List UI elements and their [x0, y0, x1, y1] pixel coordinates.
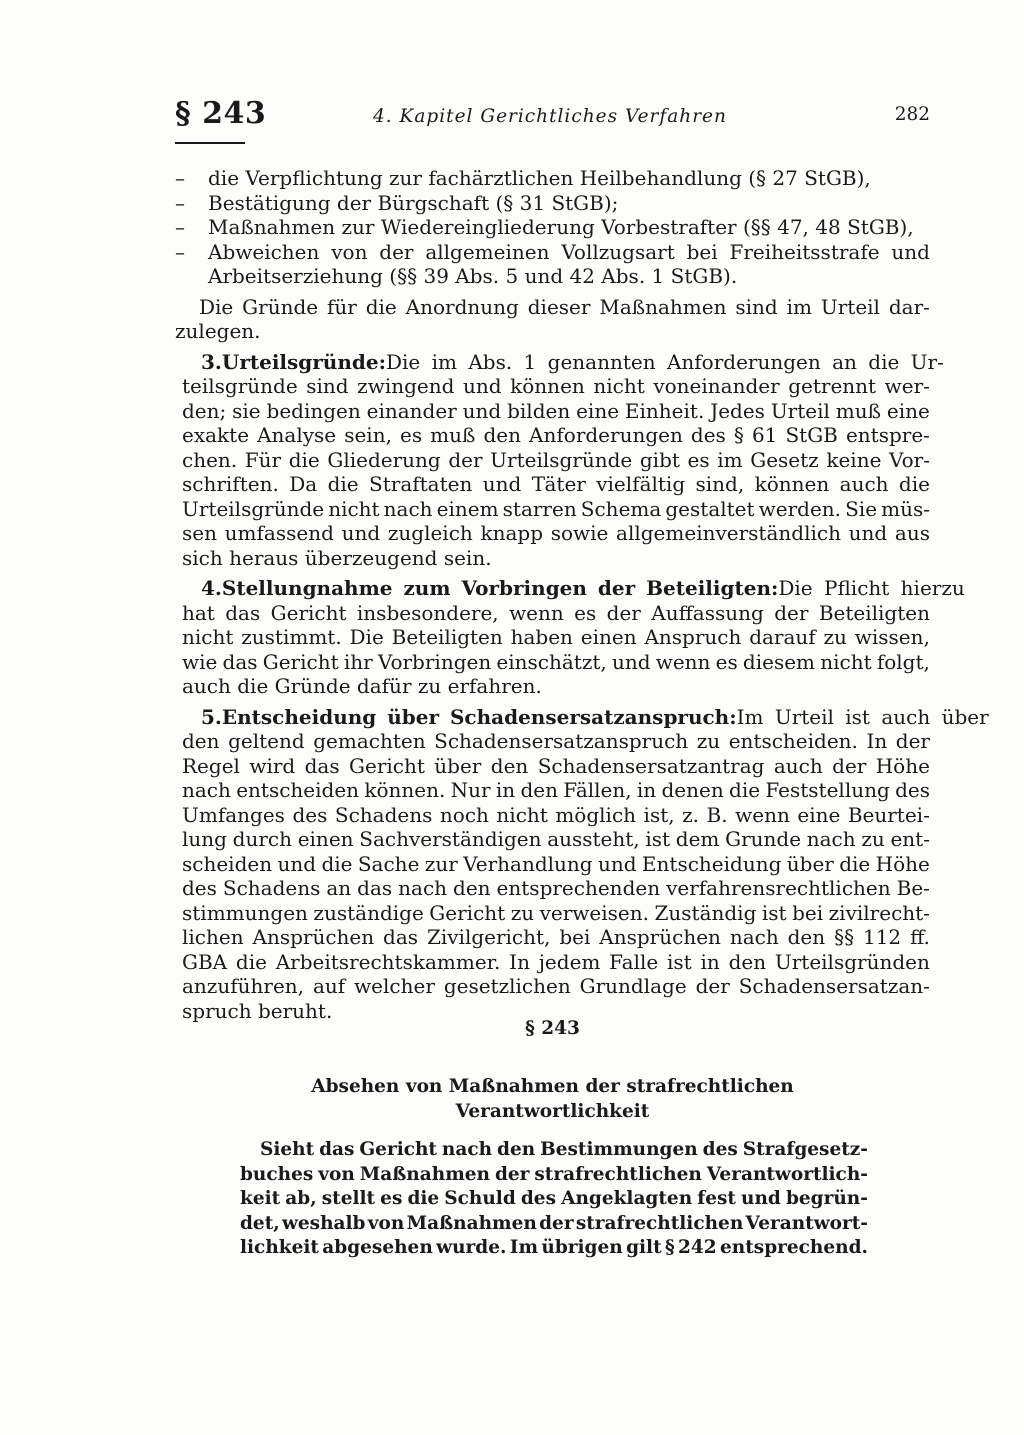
text-line: Maßnahmen zur Wiedereingliederung Vorbestrafter (§§ 47, 48 StGB),	[208, 215, 914, 239]
text-line: stimmungen zuständige Gericht zu verweisen. Zuständig ist bei zivilrecht-	[182, 900, 930, 925]
body-text	[175, 166, 989, 1023]
text-line: Regel wird das Gericht über den Schadensersatzantrag auch der Höhe	[182, 753, 930, 778]
text-line: Urteilsgründe nicht nach einem starren Schema gestaltet werden. Sie müs-	[182, 496, 930, 521]
text-line: sich heraus überzeugend sein.	[182, 545, 492, 570]
paragraph-number: 4.	[201, 576, 222, 600]
list-item	[175, 240, 930, 289]
text-line: des Schadens an das nach den entsprechenden verfahrensrechtlichen Be-	[182, 876, 930, 900]
dash-list	[175, 166, 930, 289]
paragraph-first-line-rest: Im Urteil ist auch über	[736, 704, 989, 729]
text-line: det, weshalb von Maßnahmen der strafrechtlichen Verantwort-	[240, 1212, 868, 1234]
text-line: den; sie bedingen einander und bilden eine Einheit. Jedes Urteil muß eine	[182, 398, 930, 423]
list-item	[175, 166, 930, 191]
text-line: hat das Gericht insbesondere, wenn es der Auffassung der Beteiligten	[182, 600, 930, 625]
header-section-number: § 243	[175, 96, 267, 131]
paragraph-first-line-rest: Die im Abs. 1 genannten Anforderungen an die Ur-	[385, 349, 944, 374]
text-line: buches von Maßnahmen der strafrechtlichen Verantwortlich-	[240, 1163, 868, 1185]
list-item	[175, 191, 930, 216]
paragraph-number: 3.	[201, 349, 222, 374]
section-title-line: Verantwortlichkeit	[455, 1100, 650, 1122]
text-line: lichen Ansprüchen das Zivilgericht, bei Ansprüchen nach den §§ 112 ff.	[182, 925, 930, 949]
paragraph-first-line-rest: Die Pflicht hierzu	[778, 576, 965, 600]
text-line: lichkeit abgesehen wurde. Im übrigen gilt § 242 entsprechend.	[240, 1237, 868, 1258]
text-line: keit ab, stellt es die Schuld des Angeklagten fest und begrün-	[240, 1188, 868, 1209]
paragraph-heading: Urteilsgründe:	[221, 349, 386, 374]
text-line: Bestätigung der Bürgschaft (§ 31 StGB);	[208, 190, 619, 215]
text-line: den geltend gemachten Schadensersatzanspruch zu entscheiden. In der	[182, 729, 930, 753]
text-line: Abweichen von der allgemeinen Vollzugsart bei Freiheitsstrafe und	[208, 239, 930, 264]
dash-bullet: –	[175, 190, 185, 215]
header-chapter-title: 4. Kapitel Gerichtliches Verfahren	[373, 106, 727, 127]
section-text	[240, 1138, 868, 1261]
paragraph-3	[175, 349, 944, 571]
text-line: lung durch einen Sachverständigen aussteht, ist dem Grunde nach zu ent-	[182, 827, 930, 851]
text-line: Die Gründe für die Anordnung dieser Maßnahmen sind im Urteil dar-	[199, 294, 930, 319]
text-line: nach entscheiden können. Nur in den Fällen, in denen die Feststellung des	[182, 778, 930, 802]
header-rule	[175, 142, 245, 144]
page-number: 282	[894, 104, 930, 125]
text-line: Arbeitserziehung (§§ 39 Abs. 5 und 42 Abs. 1 StGB).	[208, 264, 738, 288]
paragraph-4	[175, 576, 965, 699]
dash-bullet: –	[175, 239, 185, 264]
text-line	[175, 349, 944, 375]
text-line: exakte Analyse sein, es muß den Anforderungen des § 61 StGB entspre-	[182, 423, 930, 447]
text-line: spruch beruht.	[182, 998, 333, 1023]
text-line: scheiden und die Sache zur Verhandlung und Entscheidung über die Höhe	[182, 851, 930, 876]
text-line	[175, 576, 965, 601]
paragraph-heading: Stellungnahme zum Vorbringen der Beteiligten:	[221, 576, 779, 600]
paragraph-5	[175, 704, 989, 1024]
page-header	[175, 96, 930, 148]
paragraph-number: 5.	[201, 704, 222, 729]
text-line: sen umfassend und zugleich knapp sowie allgemeinverständlich und aus	[182, 521, 930, 545]
text-line: Umfanges des Schadens noch nicht möglich ist, z. B. wenn eine Beurtei-	[182, 802, 930, 827]
paragraph-reasons	[175, 295, 930, 344]
text-line: wie das Gericht ihr Vorbringen einschätzt, und wenn es diesem nicht folgt,	[182, 649, 930, 674]
text-line: nicht zustimmt. Die Beteiligten haben einen Anspruch darauf zu wissen,	[182, 625, 930, 649]
dash-bullet: –	[175, 215, 185, 239]
text-line: Sieht das Gericht nach den Bestimmungen des Strafgesetz-	[260, 1139, 868, 1160]
text-line: auch die Gründe dafür zu erfahren.	[182, 674, 542, 698]
text-line: schriften. Da die Straftaten und Täter vielfältig sind, können auch die	[182, 472, 930, 496]
text-line: die Verpflichtung zur fachärztlichen Heilbehandlung (§ 27 StGB),	[208, 166, 871, 190]
text-line: anzuführen, auf welcher gesetzlichen Grundlage der Schadensersatzan-	[182, 974, 930, 998]
text-line: zulegen.	[175, 319, 261, 343]
text-line: teilsgründe sind zwingend und können nicht voneinander getrennt wer-	[182, 374, 930, 398]
text-line: GBA die Arbeitsrechtskammer. In jedem Falle ist in den Urteilsgründen	[182, 949, 930, 974]
section-title-line: Absehen von Maßnahmen der strafrechtlichen	[311, 1076, 794, 1097]
section-number: § 243	[525, 1018, 580, 1039]
paragraph-heading: Entscheidung über Schadensersatzanspruch:	[221, 704, 737, 729]
list-item	[175, 215, 930, 240]
text-line: chen. Für die Gliederung der Urteilsgründe gibt es im Gesetz keine Vor-	[182, 447, 930, 472]
text-line	[175, 704, 989, 730]
dash-bullet: –	[175, 166, 185, 190]
section-title	[175, 1075, 930, 1124]
